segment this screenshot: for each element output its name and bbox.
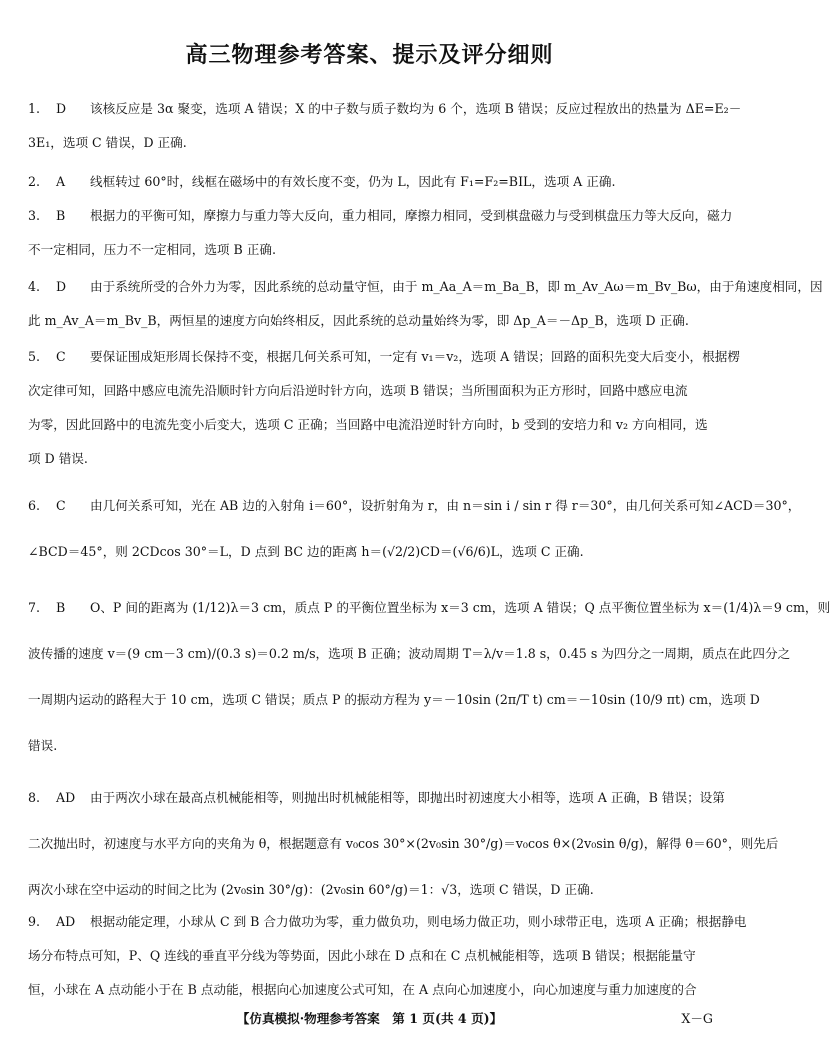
answer-line <box>28 374 718 408</box>
answer-line <box>28 905 747 939</box>
explanation-text: 次定律可知，回路中感应电流先沿顺时针方向后沿逆时针方向，选项 B 错误；当所围面积为正方形时，回路中感应电流 <box>28 383 688 398</box>
answer-item-4 <box>28 270 823 338</box>
explanation-text: 项 D 错误. <box>28 451 88 466</box>
footer-code: X－G <box>681 1011 713 1026</box>
explanation-text: 根据力的平衡可知，摩擦力与重力等大反向，重力相同，摩擦力相同，受到棋盘磁力与受到棋盘压力等大反向，磁力 <box>90 208 733 223</box>
answer-line <box>28 304 718 338</box>
question-number: 2. <box>28 174 41 189</box>
explanation-text: O、P 间的距离为 (1/12)λ＝3 cm，质点 P 的平衡位置坐标为 x＝3 cm，选项 A 错误；Q 点平衡位置坐标为 x＝(1/4)λ＝9 cm，则 <box>90 600 830 615</box>
answer-line <box>28 165 718 199</box>
page-footer <box>0 1008 739 1030</box>
explanation-text: 要保证围成矩形周长保持不变，根据几何关系可知，一定有 v₁＝v₂，选项 A 错误；回路的面积先变大后变小，根据楞 <box>90 349 740 364</box>
question-number: 4. <box>28 279 41 294</box>
answer-item-6 <box>28 483 801 575</box>
question-number: 8. <box>28 790 41 805</box>
explanation-text: 波传播的速度 v＝(9 cm－3 cm)/(0.3 s)＝0.2 m/s，选项 B 正确；波动周期 T＝λ/v＝1.8 s，0.45 s 为四分之一周期，质点在此四分之 <box>28 646 791 661</box>
answer-key: A <box>56 174 66 189</box>
question-number: 1. <box>28 101 41 116</box>
explanation-text: 根据动能定理，小球从 C 到 B 合力做功为零，重力做负功，则电场力做正功，则小球带正电，选项 A 正确；根据静电 <box>90 914 747 929</box>
explanation-text: 一周期内运动的路程大于 10 cm，选项 C 错误；质点 P 的振动方程为 y＝－10sin (2π/T t) cm＝－10sin (10/9 πt) cm，选项 D <box>28 692 760 707</box>
answer-item-3 <box>28 199 733 267</box>
answer-line <box>28 270 823 304</box>
answer-line <box>28 233 718 267</box>
answer-line <box>28 529 718 575</box>
answer-key: D <box>56 279 67 294</box>
answer-line <box>28 199 733 233</box>
question-number: 9. <box>28 914 41 929</box>
explanation-text: 不一定相同，压力不一定相同，选项 B 正确. <box>28 242 276 257</box>
explanation-text: 3E₁，选项 C 错误，D 正确. <box>28 135 187 150</box>
footer-page-info: 【仿真模拟·物理参考答案 第 1 页(共 4 页)】 <box>236 1011 503 1026</box>
answer-line <box>28 775 725 821</box>
answer-line <box>28 585 830 631</box>
explanation-text: 场分布特点可知，P、Q 连线的垂直平分线为等势面，因此小球在 D 点和在 C 点机械能相等，选项 B 错误；根据能量守 <box>28 948 696 963</box>
answer-key: B <box>56 208 66 223</box>
answer-line <box>28 408 718 442</box>
answer-key: C <box>56 498 66 513</box>
explanation-text: 线框转过 60°时，线框在磁场中的有效长度不变，仍为 L，因此有 F₁=F₂=BIL，选项 A 正确. <box>90 174 616 189</box>
answer-line <box>28 340 740 374</box>
page-title: 高三物理参考答案、提示及评分细则 <box>185 43 554 68</box>
answer-key: B <box>56 600 66 615</box>
question-number: 7. <box>28 600 41 615</box>
answer-line <box>28 92 742 126</box>
question-number: 5. <box>28 349 41 364</box>
answer-item-8 <box>28 775 779 913</box>
explanation-text: 为零，因此回路中的电流先变小后变大，选项 C 正确；当回路中电流沿逆时针方向时，b 受到的安培力和 v₂ 方向相同，选 <box>28 417 708 432</box>
answer-line <box>28 442 718 476</box>
explanation-text: 由于两次小球在最高点机械能相等，则抛出时机械能相等，即抛出时初速度大小相等，选项 A 正确，B 错误；设第 <box>90 790 725 805</box>
answer-key: C <box>56 349 66 364</box>
answer-line <box>28 126 718 160</box>
answer-key: AD <box>56 914 76 929</box>
explanation-text: ∠BCD＝45°，则 2CDcos 30°＝L，D 点到 BC 边的距离 h＝(√2/2)CD＝(√6/6)L，选项 C 正确. <box>28 544 584 559</box>
explanation-text: 二次抛出时，初速度与水平方向的夹角为 θ，根据题意有 v₀cos 30°×(2v₀sin 30°/g)＝v₀cos θ×(2v₀sin θ/g)，解得 θ＝60°，则先后 <box>28 836 779 851</box>
explanation-text: 恒，小球在 A 点动能小于在 B 点动能，根据向心加速度公式可知，在 A 点向心加速度小，向心加速度与重力加速度的合 <box>28 982 697 997</box>
answer-line <box>28 939 718 973</box>
explanation-text: 错误. <box>28 738 58 753</box>
answer-line <box>28 821 779 867</box>
answer-line <box>28 973 718 1007</box>
answer-key: AD <box>56 790 76 805</box>
answer-item-9 <box>28 905 747 1007</box>
explanation-text: 由于系统所受的合外力为零，因此系统的总动量守恒，由于 m_Aa_A＝m_Ba_B，即 m_Av_Aω＝m_Bv_Bω，由于角速度相同，因 <box>90 279 823 294</box>
answer-item-7 <box>28 585 830 769</box>
answer-line <box>28 723 718 769</box>
question-number: 6. <box>28 498 41 513</box>
explanation-text: 由几何关系可知，光在 AB 边的入射角 i＝60°，设折射角为 r，由 n＝sin i / sin r 得 r＝30°，由几何关系可知∠ACD＝30°， <box>90 498 801 513</box>
question-number: 3. <box>28 208 41 223</box>
answer-line <box>28 677 760 723</box>
answer-key: D <box>56 101 67 116</box>
answer-item-5 <box>28 340 740 476</box>
answer-line <box>28 631 791 677</box>
answer-item-1 <box>28 92 742 160</box>
answer-item-2 <box>28 165 718 199</box>
explanation-text: 该核反应是 3α 聚变，选项 A 错误；X 的中子数与质子数均为 6 个，选项 B 错误；反应过程放出的热量为 ΔE=E₂－ <box>90 101 742 116</box>
answer-line <box>28 483 801 529</box>
explanation-text: 此 m_Av_A＝m_Bv_B，两恒星的速度方向始终相反，因此系统的总动量始终为零，即 Δp_A＝－Δp_B，选项 D 正确. <box>28 313 689 328</box>
explanation-text: 两次小球在空中运动的时间之比为 (2v₀sin 30°/g)：(2v₀sin 60°/g)＝1：√3，选项 C 错误，D 正确. <box>28 882 594 897</box>
